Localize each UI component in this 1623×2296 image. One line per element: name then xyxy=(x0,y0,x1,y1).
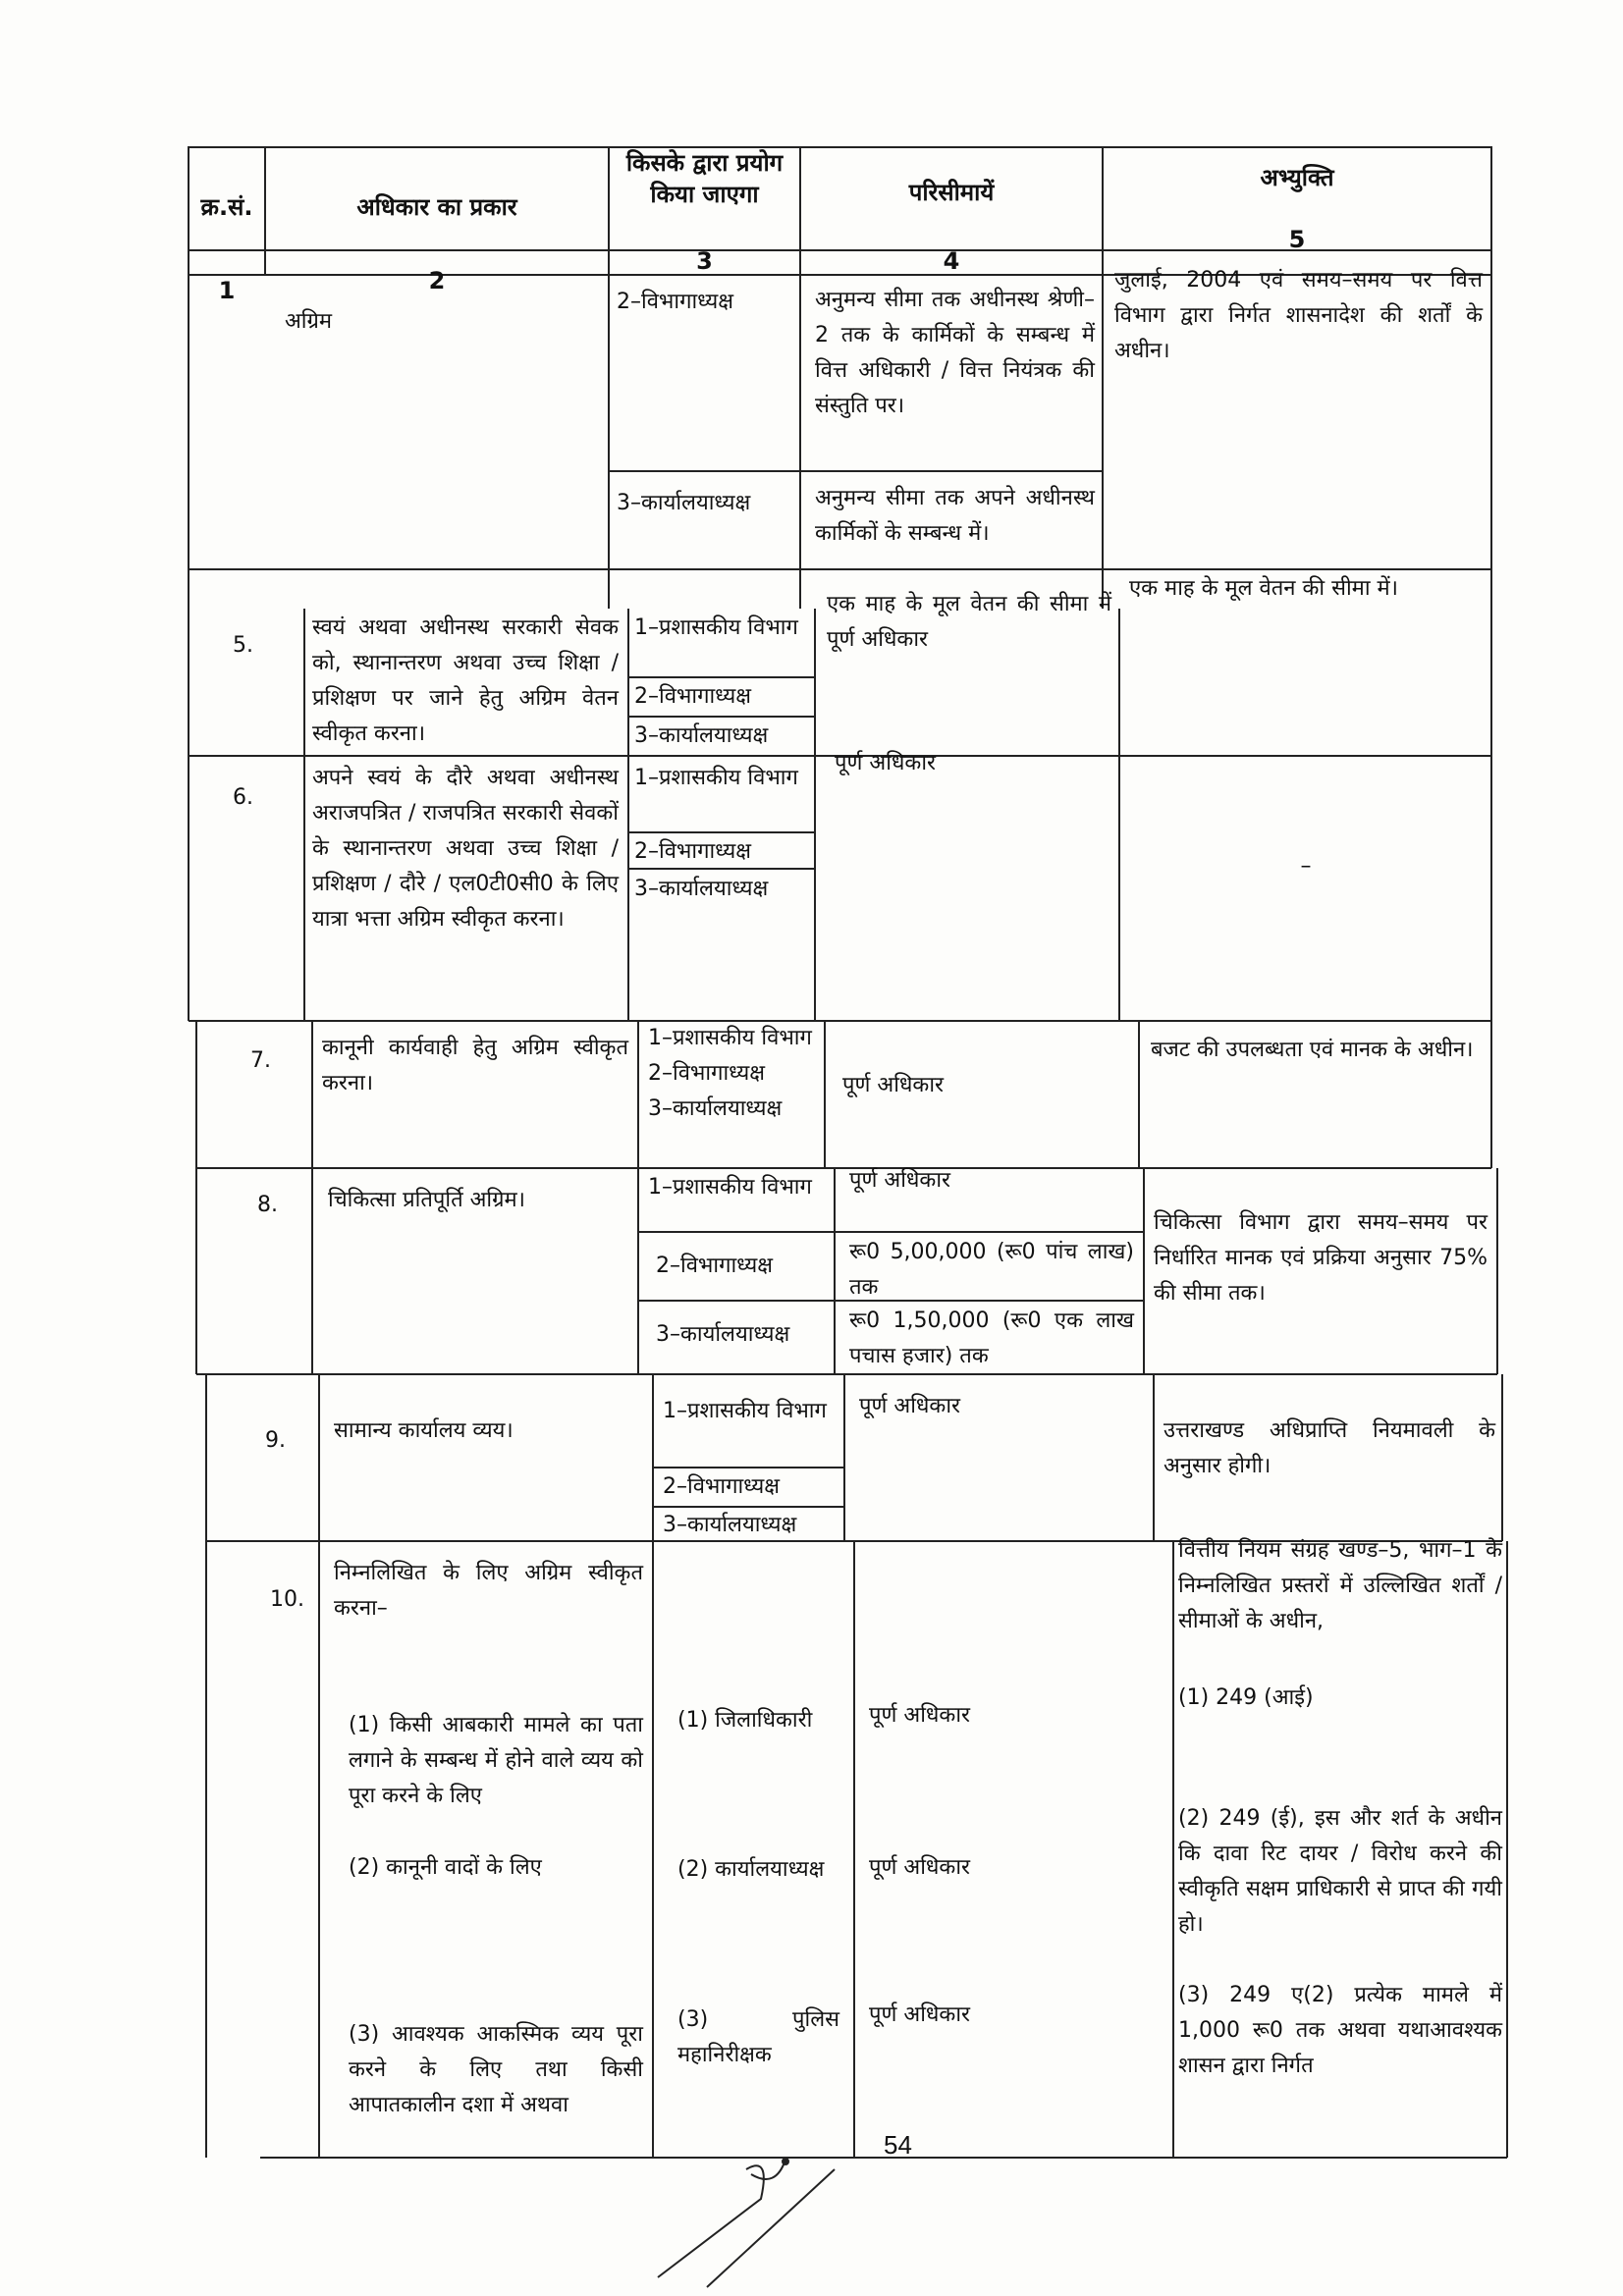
row5-remark: एक माह के मूल वेतन की सीमा में। xyxy=(1129,576,1399,601)
page-number: 54 xyxy=(884,2130,912,2160)
header-limits: परिसीमायें xyxy=(908,179,995,206)
row7-remark: बजट की उपलब्धता एवं मानक के अधीन। xyxy=(1151,1038,1474,1062)
row5-serial: 5. xyxy=(233,633,253,658)
row1-remark: जुलाई, 2004 एवं समय–समय पर वित्त विभाग द्वारा निर्गत शासनादेश की शर्तों के अधीन। xyxy=(1114,268,1489,363)
row7-authority: 1–प्रशासकीय विभाग 2–विभागाध्यक्ष 3–कार्यालयाध्यक्ष xyxy=(648,1026,812,1121)
header-num-4: 4 xyxy=(943,247,960,275)
row5-authority-admin: 1–प्रशासकीय विभाग xyxy=(634,615,798,640)
row7-limit: पूर्ण अधिकार xyxy=(842,1073,945,1097)
row8-limit-admin: पूर्ण अधिकार xyxy=(849,1168,951,1193)
row8-authority-admin: 1–प्रशासकीय विभाग xyxy=(648,1175,812,1200)
row8-right-type: चिकित्सा प्रतिपूर्ति अग्रिम। xyxy=(328,1188,526,1212)
row7-serial: 7. xyxy=(250,1048,271,1073)
header-num-1: 1 xyxy=(218,277,236,304)
row9-right-type: सामान्य कार्यालय व्यय। xyxy=(334,1418,514,1443)
row5-authority-office-head: 3–कार्यालयाध्यक्ष xyxy=(634,723,769,748)
row6-authority-admin: 1–प्रशासकीय विभाग xyxy=(634,766,798,790)
row8-limit-office-head: रू0 1,50,000 (रू0 एक लाख पचास हजार) तक xyxy=(849,1308,1141,1368)
row1-authority-hod: 2–विभागाध्यक्ष xyxy=(617,290,733,314)
row6-remark: – xyxy=(1300,854,1312,879)
row8-remark: चिकित्सा विभाग द्वारा समय–समय पर निर्धारित मानक एवं प्रक्रिया अनुसार 75% की सीमा तक। xyxy=(1154,1210,1494,1306)
row10-authority-1: (1) जिलाधिकारी xyxy=(677,1708,813,1733)
row6-authority-hod: 2–विभागाध्यक्ष xyxy=(634,839,751,864)
row1-authority-office-head: 3–कार्यालयाध्यक्ष xyxy=(617,491,751,515)
row8-authority-hod: 2–विभागाध्यक्ष xyxy=(656,1254,773,1278)
row6-right-type: अपने स्वयं के दौरे अथवा अधीनस्थ अराजपत्रित / राजपत्रित सरकारी सेवकों के स्थानान्तरण अथवा उच्च शिक्षा / प्रशिक्षण / दौरे / एल0टी0सी0 के लिए यात्रा भत्ता अग्रिम स्वीकृत करना। xyxy=(312,766,625,932)
row10-limit-1: पूर्ण अधिकार xyxy=(869,1703,971,1728)
row10-authority-2: (2) कार्यालयाध्यक्ष xyxy=(677,1857,825,1882)
row9-authority-office-head: 3–कार्यालयाध्यक्ष xyxy=(663,1513,797,1537)
row10-remark-intro: वित्तीय नियम संग्रह खण्ड–5, भाग–1 के निम्नलिखित प्रस्तरों में उल्लिखित शर्तों / सीमाओं के अधीन, xyxy=(1178,1538,1509,1633)
row10-remark-3: (3) 249 ए(2) प्रत्येक मामले में 1,000 रू0 तक अथवा यथाआवश्यक शासन द्वारा निर्गत xyxy=(1178,1983,1509,2078)
header-num-3: 3 xyxy=(696,247,713,275)
header-remarks: अभ्युक्ति xyxy=(1260,164,1334,191)
row9-remark: उत्तराखण्ड अधिप्राप्ति नियमावली के अनुसार होगी। xyxy=(1163,1418,1502,1478)
row1-limit-hod: अनुमन्य सीमा तक अधीनस्थ श्रेणी–2 तक के कार्मिकों के सम्बन्ध में वित्त अधिकारी / वित्त नियंत्रक की संस्तुति पर। xyxy=(815,288,1102,418)
row1-limit-office-head: अनुमन्य सीमा तक अपने अधीनस्थ कार्मिकों के सम्बन्ध में। xyxy=(815,486,1102,546)
header-num-2: 2 xyxy=(428,267,446,294)
row6-serial: 6. xyxy=(233,785,253,810)
row7-right-type: कानूनी कार्यवाही हेतु अग्रिम स्वीकृत करना। xyxy=(322,1036,635,1095)
row6-authority-office-head: 3–कार्यालयाध्यक्ष xyxy=(634,877,769,901)
header-serial: क्र.सं. xyxy=(200,193,253,221)
row10-right-item-3: (3) आवश्यक आकस्मिक व्यय पूरा करने के लिए तथा किसी आपातकालीन दशा में अथवा xyxy=(349,2022,650,2117)
row6-limit: पूर्ण अधिकार xyxy=(835,751,937,775)
row10-remark-1: (1) 249 (आई) xyxy=(1178,1685,1314,1710)
row10-right-item-2: (2) कानूनी वादों के लिए xyxy=(349,1855,542,1880)
row5-right-type: स्वयं अथवा अधीनस्थ सरकारी सेवक को, स्थानान्तरण अथवा उच्च शिक्षा / प्रशिक्षण पर जाने हेतु अग्रिम वेतन स्वीकृत करना। xyxy=(312,615,625,746)
header-right-type: अधिकार का प्रकार xyxy=(356,193,517,221)
row9-limit: पूर्ण अधिकार xyxy=(859,1394,961,1418)
row9-serial: 9. xyxy=(265,1428,286,1453)
row10-limit-3: पूर्ण अधिकार xyxy=(869,2002,971,2027)
signature-mark xyxy=(658,2159,835,2287)
row10-right-item-1: (1) किसी आबकारी मामले का पता लगाने के सम्बन्ध में होने वाले व्यय को पूरा करने के लिए xyxy=(349,1713,650,1808)
header-exercised-by: किसके द्वारा प्रयोग किया जाएगा xyxy=(625,149,791,208)
row8-limit-hod: रू0 5,00,000 (रू0 पांच लाख) तक xyxy=(849,1240,1141,1300)
row5-limit: एक माह के मूल वेतन की सीमा में पूर्ण अधिकार xyxy=(827,592,1118,652)
row10-limit-2: पूर्ण अधिकार xyxy=(869,1855,971,1880)
row9-authority-hod: 2–विभागाध्यक्ष xyxy=(663,1474,780,1499)
row8-serial: 8. xyxy=(257,1193,278,1217)
row10-authority-3: (3) पुलिस महानिरीक्षक xyxy=(677,2007,846,2067)
row10-right-intro: निम्नलिखित के लिए अग्रिम स्वीकृत करना– xyxy=(334,1561,650,1621)
row1-right-type: अग्रिम xyxy=(285,309,333,334)
row10-remark-2: (2) 249 (ई), इस और शर्त के अधीन कि दावा रिट दायर / विरोध करने की स्वीकृति सक्षम प्राधिकारी से प्राप्त की गयी हो। xyxy=(1178,1806,1509,1937)
row10-serial: 10. xyxy=(270,1587,304,1612)
row5-authority-hod: 2–विभागाध्यक्ष xyxy=(634,684,751,709)
row8-authority-office-head: 3–कार्यालयाध्यक्ष xyxy=(656,1322,790,1347)
row9-authority-admin: 1–प्रशासकीय विभाग xyxy=(663,1399,827,1423)
header-num-5: 5 xyxy=(1288,226,1306,253)
